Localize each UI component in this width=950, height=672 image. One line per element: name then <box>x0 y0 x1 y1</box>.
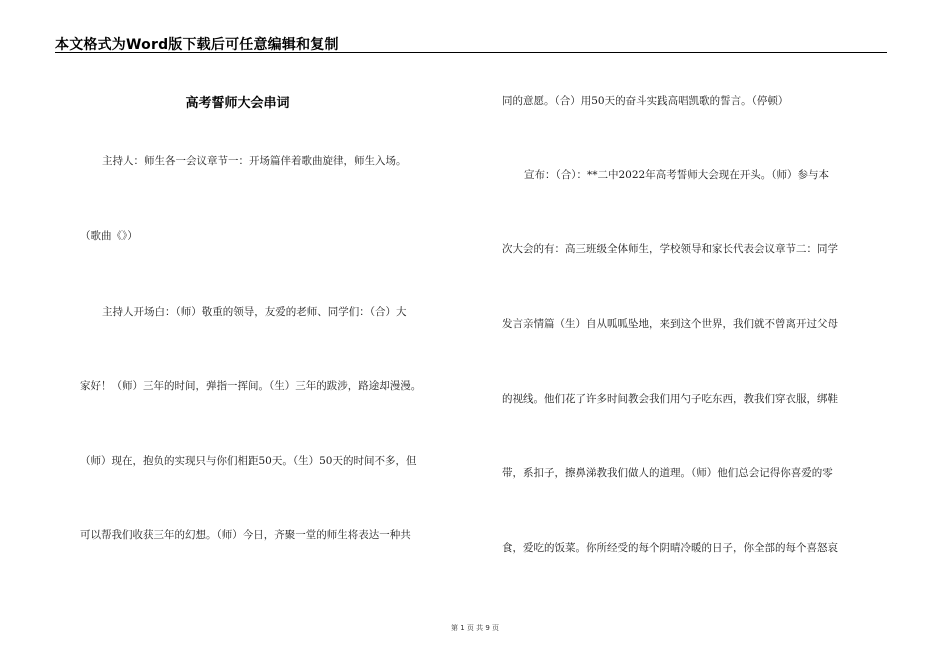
text-line: 可以帮我们收获三年的幻想。（师）今日，齐聚一堂的师生将表达一种共 <box>80 529 411 541</box>
text-line: 同的意愿。（合）用50天的奋斗实践高唱凯歌的誓言。（停顿） <box>502 95 789 107</box>
text-line: （师）现在，抱负的实现只与你们相距50天。（生）50天的时间不多，但 <box>80 455 417 467</box>
text-line: 主持人开场白：（师）敬重的领导，友爱的老师、同学们：（合）大 <box>102 306 407 318</box>
text-line: 食，爱吃的饭菜。你所经受的每个阴晴冷暖的日子，你全部的每个喜怒哀 <box>502 542 838 554</box>
text-line: 主持人：师生各一会议章节一：开场篇伴着歌曲旋律，师生入场。 <box>102 155 407 167</box>
document-banner: 本文格式为Word版下载后可任意编辑和复制 <box>55 37 339 53</box>
text-line: 的视线。他们花了许多时间教会我们用勺子吃东西，教我们穿衣服，绑鞋 <box>502 393 838 405</box>
text-line: 带，系扣子，擦鼻涕教我们做人的道理。（师）他们总会记得你喜爱的零 <box>502 467 833 479</box>
document-title: 高考誓师大会串词 <box>185 96 290 111</box>
text-line: 发言亲情篇（生）自从呱呱坠地，来到这个世界，我们就不曾离开过父母 <box>502 318 838 330</box>
text-line: 宣布：（合）：**二中2022年高考誓师大会现在开头。（师）参与本 <box>524 169 829 181</box>
text-line: 次大会的有：高三班级全体师生，学校领导和家长代表会议章节二：同学 <box>502 243 838 255</box>
page-number: 第 1 页 共 9 页 <box>450 624 500 632</box>
text-line: （歌曲《》） <box>80 230 138 242</box>
header-divider <box>55 52 887 53</box>
text-line: 家好！（师）三年的时间，弹指一挥间。（生）三年的跋涉，路途却漫漫。 <box>80 380 422 392</box>
